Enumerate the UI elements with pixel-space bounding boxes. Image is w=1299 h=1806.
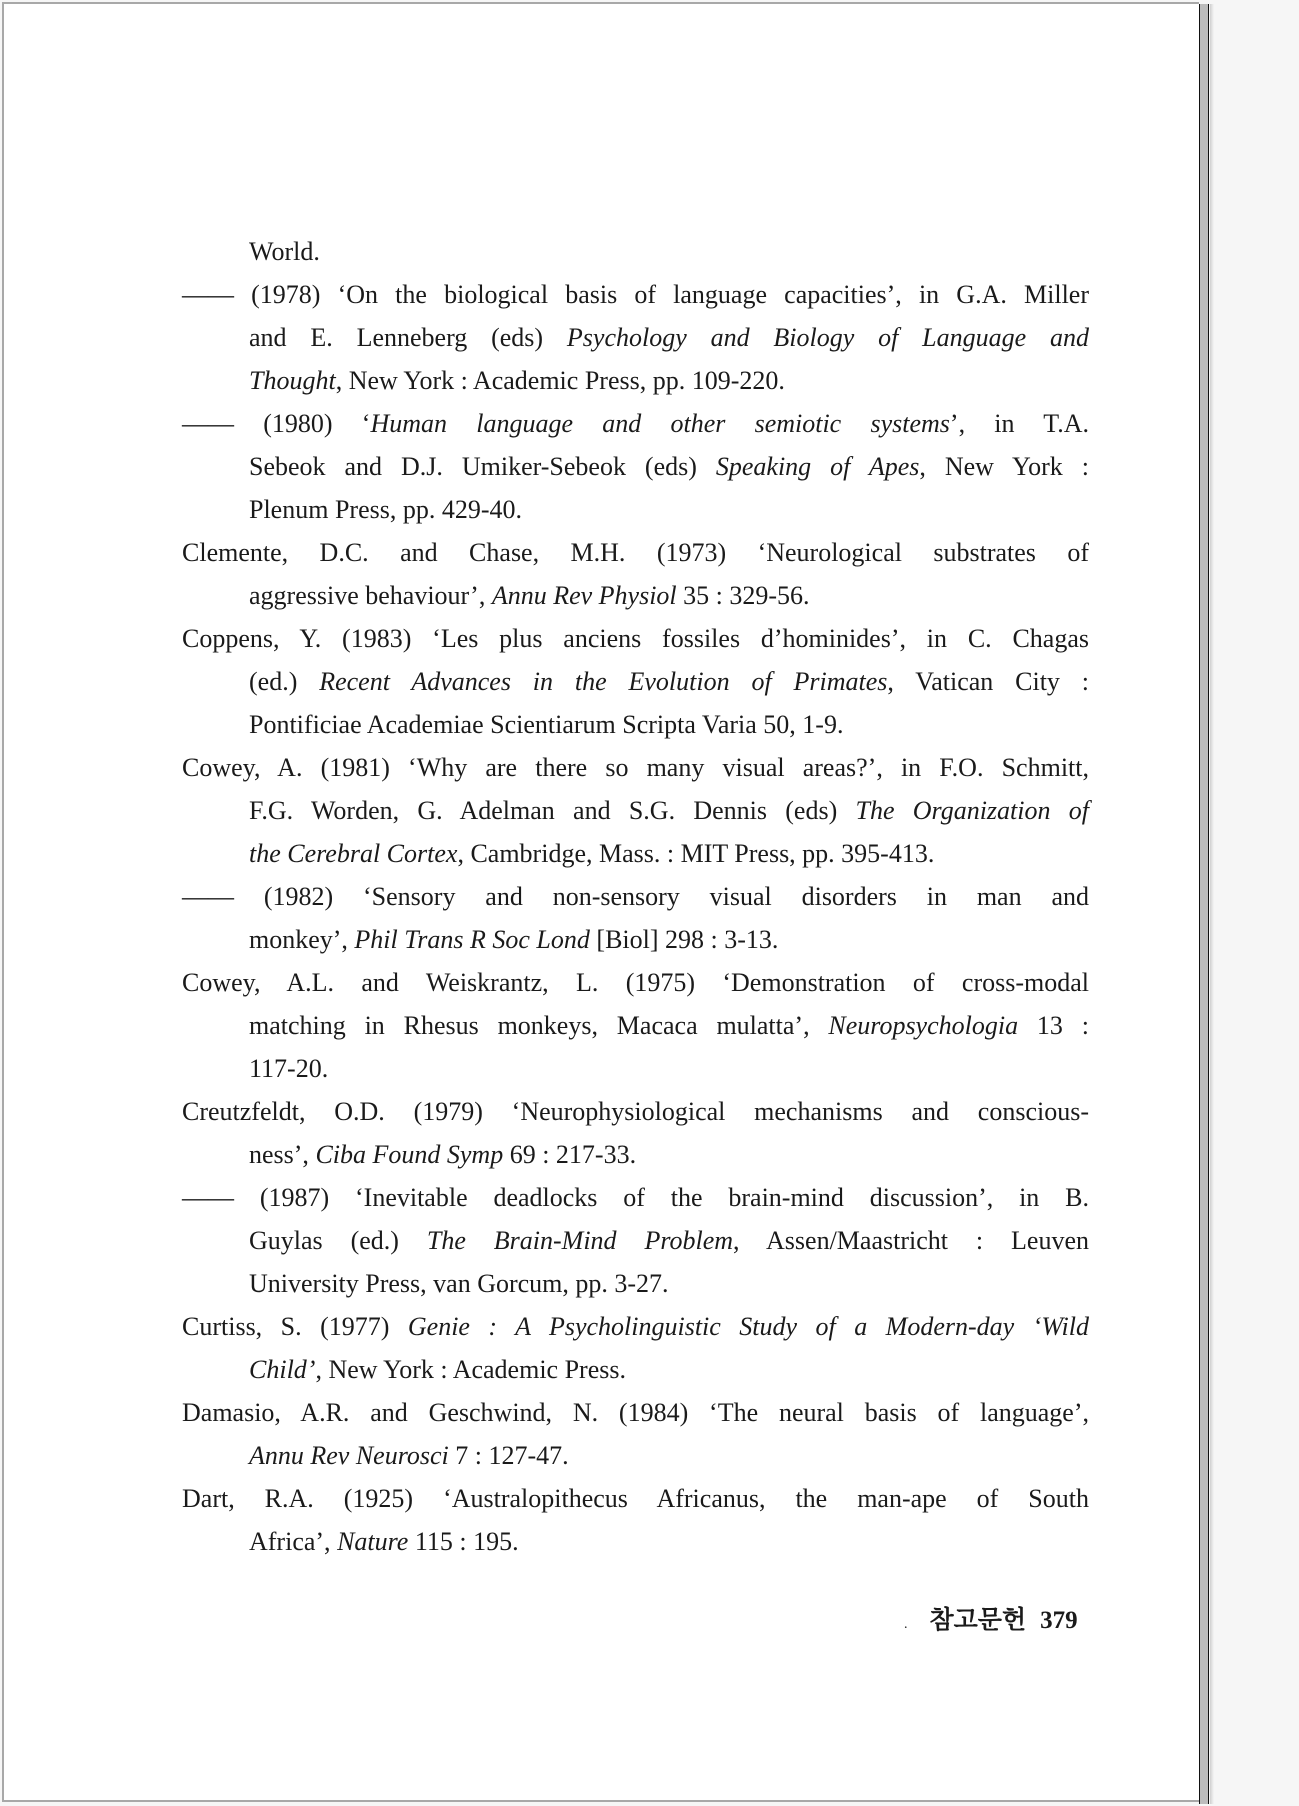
reference-text: , New York : Academic Press, pp. 109-220.: [335, 366, 785, 395]
page-edge: [1199, 4, 1209, 1804]
reference-text: Pontificiae Academiae Scientiarum Scripta Varia 50, 1-9.: [249, 710, 844, 739]
reference-line: [182, 1477, 1089, 1520]
reference-line: [182, 445, 1089, 488]
reference-text: Curtiss, S. (1977): [182, 1312, 408, 1341]
reference-line: [182, 1004, 1089, 1047]
reference-text: , Vatican City :: [887, 667, 1089, 696]
page-footer: [904, 1600, 1078, 1636]
reference-text: Clemente, D.C. and Chase, M.H. (1973) ‘Neurological substrates of: [182, 538, 1089, 567]
reference-line: [182, 273, 1089, 316]
reference-line: [182, 1305, 1089, 1348]
reference-text: Guylas (ed.): [249, 1226, 427, 1255]
reference-line: [182, 402, 1089, 445]
reference-line: [182, 617, 1089, 660]
reference-line: [182, 230, 1089, 273]
italic-title: Psychology and Biology of Language and: [566, 323, 1090, 352]
reference-text: , Assen/Maastricht : Leuven: [733, 1226, 1090, 1255]
page-number: 379: [1040, 1607, 1078, 1634]
reference-text: [Biol] 298 : 3-13.: [589, 925, 779, 954]
reference-text: matching in Rhesus monkeys, Macaca mulatta’,: [249, 1011, 829, 1040]
reference-line: [182, 316, 1089, 359]
reference-text: 35 : 329-56.: [676, 581, 810, 610]
italic-title: the Cerebral Cortex: [249, 839, 458, 868]
reference-line: [182, 1133, 1089, 1176]
reference-line: [182, 1047, 1089, 1090]
reference-line: [182, 574, 1089, 617]
reference-text: —— (1978) ‘On the biological basis of language capacities’, in G.A. Miller: [182, 280, 1089, 309]
italic-title: Recent Advances in the Evolution of Primates: [319, 667, 888, 696]
reference-text: 7 : 127-47.: [448, 1441, 569, 1470]
italic-title: The Brain-Mind Problem: [426, 1226, 734, 1255]
reference-text: University Press, van Gorcum, pp. 3-27.: [249, 1269, 669, 1298]
italic-title: Neuropsychologia: [828, 1011, 1019, 1040]
reference-text: 115 : 195.: [408, 1527, 519, 1556]
reference-line: [182, 660, 1089, 703]
reference-line: [182, 961, 1089, 1004]
reference-text: , Cambridge, Mass. : MIT Press, pp. 395-413.: [457, 839, 935, 868]
reference-line: [182, 1090, 1089, 1133]
page-shadow: [1210, 4, 1214, 1804]
reference-text: World.: [249, 237, 320, 266]
reference-line: [182, 1520, 1089, 1563]
italic-title: Child’: [249, 1355, 316, 1384]
italic-title: Nature: [337, 1527, 409, 1556]
reference-line: [182, 875, 1089, 918]
reference-line: [182, 1348, 1089, 1391]
reference-text: —— (1980) ‘: [182, 409, 371, 438]
italic-title: Speaking of Apes: [715, 452, 920, 481]
italic-title: Thought: [249, 366, 336, 395]
reference-text: Cowey, A. (1981) ‘Why are there so many visual areas?’, in F.O. Schmitt,: [182, 753, 1089, 782]
footer-dot: .: [904, 1617, 908, 1632]
italic-title: Genie : A Psycholinguistic Study of a Modern-day ‘Wild: [407, 1312, 1089, 1341]
reference-line: [182, 531, 1089, 574]
reference-text: monkey’,: [249, 925, 355, 954]
italic-title: Annu Rev Physiol: [491, 581, 677, 610]
reference-text: and E. Lenneberg (eds): [249, 323, 567, 352]
reference-line: [182, 1434, 1089, 1477]
reference-text: (ed.): [249, 667, 320, 696]
reference-text: F.G. Worden, G. Adelman and S.G. Dennis (eds): [249, 796, 856, 825]
reference-text: Sebeok and D.J. Umiker-Sebeok (eds): [249, 452, 716, 481]
reference-line: [182, 488, 1089, 531]
reference-line: [182, 746, 1089, 789]
reference-text: Coppens, Y. (1983) ‘Les plus anciens fossiles d’hominides’, in C. Chagas: [182, 624, 1089, 653]
reference-line: [182, 1176, 1089, 1219]
reference-line: [182, 359, 1089, 402]
italic-title: Ciba Found Symp: [315, 1140, 504, 1169]
reference-text: ’, in T.A.: [949, 409, 1090, 438]
reference-text: 69 : 217-33.: [503, 1140, 637, 1169]
reference-text: , New York : Academic Press.: [315, 1355, 626, 1384]
reference-line: [182, 703, 1089, 746]
reference-text: 13 :: [1018, 1011, 1089, 1040]
section-label: 참고문헌: [929, 1605, 1027, 1634]
reference-text: —— (1987) ‘Inevitable deadlocks of the brain-mind discussion’, in B.: [182, 1183, 1089, 1212]
reference-text: Damasio, A.R. and Geschwind, N. (1984) ‘The neural basis of language’,: [182, 1398, 1089, 1427]
reference-line: [182, 1391, 1089, 1434]
italic-title: Human language and other semiotic systems: [370, 409, 950, 438]
reference-text: Dart, R.A. (1925) ‘Australopithecus Africanus, the man-ape of South: [182, 1484, 1089, 1513]
reference-line: [182, 832, 1089, 875]
reference-text: Cowey, A.L. and Weiskrantz, L. (1975) ‘Demonstration of cross-modal: [182, 968, 1089, 997]
reference-text: , New York :: [919, 452, 1089, 481]
reference-text: —— (1982) ‘Sensory and non-sensory visual disorders in man and: [182, 882, 1089, 911]
reference-text: Africa’,: [249, 1527, 338, 1556]
reference-line: [182, 1219, 1089, 1262]
reference-line: [182, 789, 1089, 832]
reference-text: Plenum Press, pp. 429-40.: [249, 495, 522, 524]
reference-text: aggressive behaviour’,: [249, 581, 492, 610]
italic-title: Annu Rev Neurosci: [249, 1441, 449, 1470]
reference-text: ness’,: [249, 1140, 316, 1169]
reference-text: 117-20.: [249, 1054, 329, 1083]
italic-title: Phil Trans R Soc Lond: [354, 925, 590, 954]
reference-list: [182, 230, 1089, 1563]
reference-line: [182, 1262, 1089, 1305]
reference-text: Creutzfeldt, O.D. (1979) ‘Neurophysiological mechanisms and conscious-: [182, 1097, 1089, 1126]
italic-title: The Organization of: [855, 796, 1089, 825]
document-page: [2, 2, 1199, 1802]
reference-line: [182, 918, 1089, 961]
